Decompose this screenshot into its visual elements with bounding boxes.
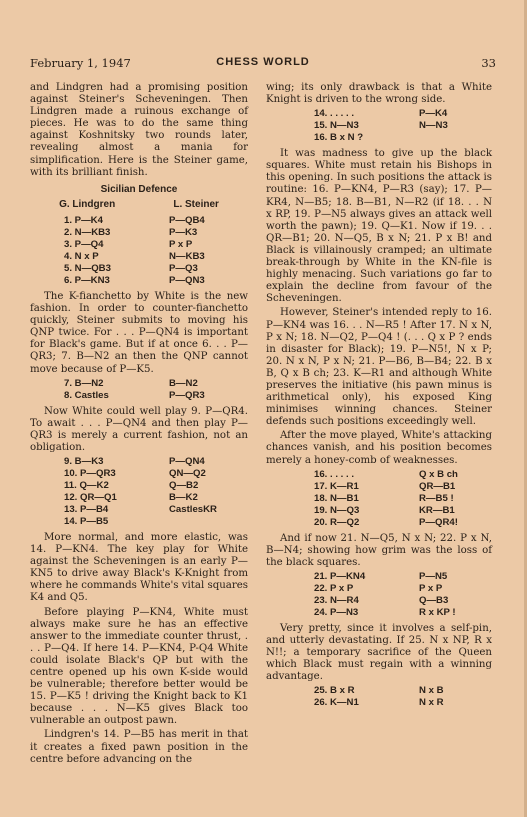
black-move xyxy=(419,132,492,144)
white-move: 1. P—K4 xyxy=(64,214,103,226)
move-row xyxy=(314,517,492,529)
move-list xyxy=(266,469,492,529)
move-list xyxy=(30,456,248,528)
white-move: 15. N—N3 xyxy=(314,120,359,132)
move-row xyxy=(314,571,492,583)
white-move: 11. Q—K2 xyxy=(64,479,109,491)
move-row xyxy=(314,120,492,132)
white-move: 12. QR—Q1 xyxy=(64,491,117,503)
move-row xyxy=(64,492,248,504)
paragraph: The K-fianchetto by White is the new fashion. In order to counter-fianchetto quickly, Steiner submits to moving his QNP twice. For . . . P—QN4 is important for Black's game. But if at once 6. . . P—QR3; 7. B—N2 an then the QNP cannot move because of P—K5. xyxy=(30,290,248,375)
move-row xyxy=(314,493,492,505)
black-move: N—N3 xyxy=(419,120,448,132)
black-move: Q x B ch xyxy=(419,468,458,480)
black-move: P—QR4! xyxy=(419,516,458,528)
move-list xyxy=(266,571,492,619)
right-column xyxy=(266,82,492,713)
move-row xyxy=(314,583,492,595)
paragraph: Very pretty, since it involves a self-pin, and utterly devastating. If 25. N x NP, R x N!!; a temporary sacrifice of the Queen which Black must regain with a winning advantage. xyxy=(266,622,492,683)
black-move: N x B xyxy=(419,685,444,697)
move-list xyxy=(266,108,492,144)
page-header xyxy=(30,56,496,72)
white-move: 25. B x R xyxy=(314,685,355,697)
black-move: P x P xyxy=(419,582,443,594)
white-move: 3. P—Q4 xyxy=(64,238,104,250)
white-move: 13. P—B4 xyxy=(64,503,109,515)
black-move: QN—Q2 xyxy=(169,467,206,479)
black-move: P—QR3 xyxy=(169,389,205,401)
black-move: N—KB3 xyxy=(169,250,205,262)
move-row xyxy=(314,697,492,709)
move-row xyxy=(314,505,492,517)
move-row xyxy=(314,595,492,607)
white-move: 23. N—R4 xyxy=(314,594,359,606)
white-move: 17. K—R1 xyxy=(314,480,359,492)
left-column xyxy=(30,82,248,766)
move-list xyxy=(266,685,492,709)
black-move: KR—B1 xyxy=(419,504,455,516)
paragraph: and Lindgren had a promising position against Steiner's Scheveningen. Then Lindgren made a ruinous exchange of pieces. He was to do the same thing against Koshnitsky two rounds later, revealing almost a mania for simplification. Here is the Steiner game, with its brilliant finish. xyxy=(30,82,248,178)
white-move: 10. P—QR3 xyxy=(64,467,116,479)
move-row xyxy=(64,468,248,480)
black-player: L. Steiner xyxy=(173,198,219,210)
paragraph: More normal, and more elastic, was 14. P—KN4. The key play for White against the Scheveningen is an early P—KN5 to drive away Black's K-Knight from where he commands White's vital squares K4 and Q5. xyxy=(30,531,248,604)
paragraph: Now White could well play 9. P—QR4. To await . . . P—QN4 and then play P—QR3 is merely a current fashion, not an obligation. xyxy=(30,405,248,453)
white-move: 8. Castles xyxy=(64,389,109,401)
issue-date: February 1, 1947 xyxy=(30,56,131,70)
black-move: B—N2 xyxy=(169,377,198,389)
paragraph: Before playing P—KN4, White must always make sure he has an effective answer to the immediate counter thrust, . . . P—Q4. If here 14. P—KN4, P-Q4 White could isolate Black's QP but with the centre opened up his own K-side would be vulnerable; therefore better would be 15. P—K5 ! driving the Knight back to K1 because . . . N—K5 gives Black too vulnerable an outpost pawn. xyxy=(30,606,248,727)
white-move: 14. P—B5 xyxy=(64,515,109,527)
black-move: R x KP ! xyxy=(419,606,456,618)
white-move: 14. . . . . . xyxy=(314,108,354,120)
black-move: P—QN4 xyxy=(169,455,205,467)
white-move: 24. P—N3 xyxy=(314,606,359,618)
paragraph: After the move played, White's attacking chances vanish, and his position becomes merely a honey-comb of weaknesses. xyxy=(266,430,492,466)
move-row xyxy=(64,390,248,402)
move-row xyxy=(64,263,248,275)
page-number: 33 xyxy=(481,56,496,70)
move-list xyxy=(30,378,248,402)
white-move: 6. P—KN3 xyxy=(64,274,110,286)
black-move: P x P xyxy=(169,238,193,250)
white-move: 26. K—N1 xyxy=(314,697,359,709)
move-row xyxy=(314,108,492,120)
black-move: P—K4 xyxy=(419,108,448,120)
black-move xyxy=(169,516,248,528)
black-move: R—B5 ! xyxy=(419,492,454,504)
white-move: 19. N—Q3 xyxy=(314,504,360,516)
black-move: P—N5 xyxy=(419,570,448,582)
move-row xyxy=(64,480,248,492)
move-row xyxy=(314,607,492,619)
black-move: Q—B3 xyxy=(419,594,449,606)
move-row xyxy=(64,378,248,390)
white-move: 9. B—K3 xyxy=(64,455,104,467)
move-row xyxy=(314,481,492,493)
white-move: 21. P—KN4 xyxy=(314,570,366,582)
white-move: 16. . . . . . xyxy=(314,468,354,480)
move-list xyxy=(30,215,248,287)
move-row xyxy=(64,516,248,528)
black-move: B—K2 xyxy=(169,491,198,503)
paragraph: It was madness to give up the black squares. White must retain his Bishops in this opening. In such positions the attack is routine: 16. P—KN4, P—R3 (say); 17. P—KR4, N—B5; 18. B—B1, N—R2 (if 18. . . N x RP, 19. P—N5 always gives an attack well worth the pawn); 19. Q—K1. Now if 19. . . QR—B1; 20. N—Q5, B x N; 21. P x B! and Black is villainously cramped; an ultimate break-through by White in the KN-file is highly menacing. Such variations go far to explain the decline from favour of the Scheveningen. xyxy=(266,148,492,305)
move-row xyxy=(314,685,492,697)
white-move: 5. N—QB3 xyxy=(64,262,111,274)
paragraph: However, Steiner's intended reply to 16. P—KN4 was 16. . . N—R5 ! After 17. N x N, P x N; 18. N—Q2, P—Q4 ! (. . . Q x P ? ends in disaster for Black); 19. P—N5!, N x P; 20. N x N, P x N; 21. P—B6, B—B4; 22. B x B, Q x B ch; 23. K—R1 and although White preserves the initiative (his pawn minus is arithmetical only), his exposed King minimises winning chances. Steiner defends such positions exceedingly well. xyxy=(266,307,492,428)
black-move: P—QN3 xyxy=(169,274,205,286)
black-move: Q—B2 xyxy=(169,479,199,491)
move-row xyxy=(64,215,248,227)
move-row xyxy=(64,275,248,287)
black-move: P—QB4 xyxy=(169,214,205,226)
black-move: N x R xyxy=(419,697,444,709)
white-move: 4. N x P xyxy=(64,250,99,262)
move-row xyxy=(64,239,248,251)
paragraph: Lindgren's 14. P—B5 has merit in that it creates a fixed pawn position in the centre before advancing on the xyxy=(30,729,248,765)
black-move: P—Q3 xyxy=(169,262,198,274)
black-move: QR—B1 xyxy=(419,480,456,492)
black-move: CastlesKR xyxy=(169,503,217,515)
move-row xyxy=(314,469,492,481)
move-row xyxy=(64,456,248,468)
white-move: 7. B—N2 xyxy=(64,377,104,389)
white-move: 16. B x N ? xyxy=(314,132,364,144)
move-row xyxy=(64,251,248,263)
white-move: 22. P x P xyxy=(314,582,354,594)
black-move: P—K3 xyxy=(169,226,198,238)
opening-heading: Sicilian Defence xyxy=(100,183,178,195)
white-move: 18. N—B1 xyxy=(314,492,359,504)
white-move: 2. N—KB3 xyxy=(64,226,111,238)
move-row xyxy=(314,132,492,144)
players-row xyxy=(30,199,248,211)
paragraph: wing; its only drawback is that a White Knight is driven to the wrong side. xyxy=(266,82,492,106)
paragraph: And if now 21. N—Q5, N x N; 22. P x N, B—N4; showing how grim was the loss of the black squares. xyxy=(266,532,492,568)
magazine-title: CHESS WORLD xyxy=(216,56,310,68)
move-row xyxy=(64,227,248,239)
white-move: 20. R—Q2 xyxy=(314,516,360,528)
move-row xyxy=(64,504,248,516)
white-player: G. Lindgren xyxy=(59,198,116,210)
